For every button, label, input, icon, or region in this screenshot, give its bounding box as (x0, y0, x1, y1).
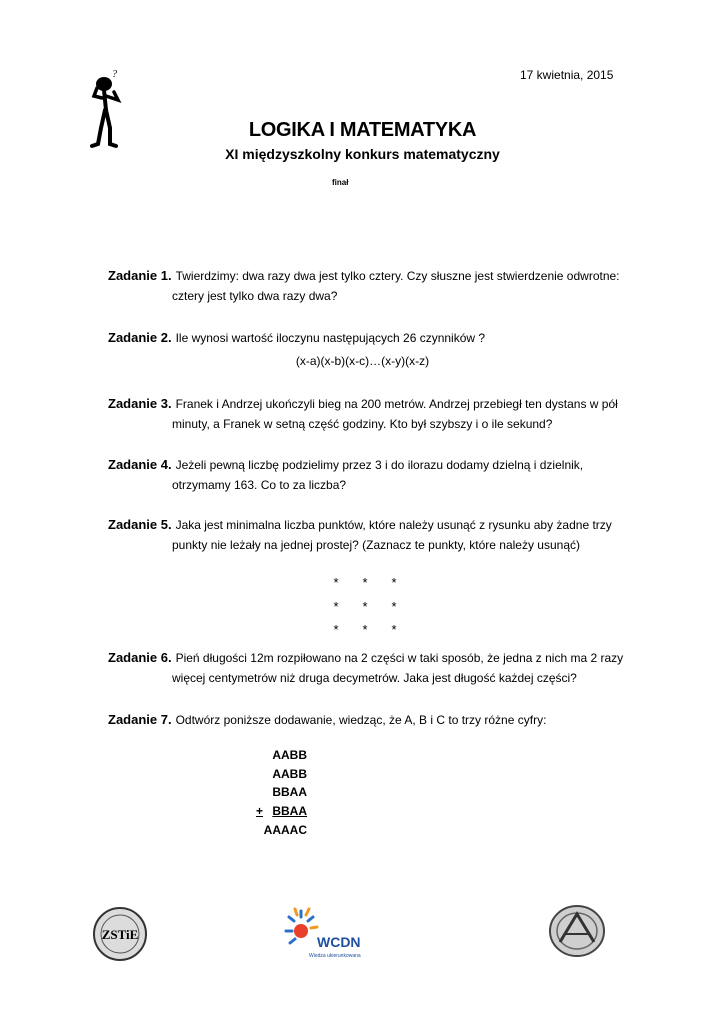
task-text-line1: Jeżeli pewną liczbę podzielimy przez 3 i do ilorazu dodamy dzielną i dzielnik, (175, 458, 584, 472)
wcdn-tagline: Wiedza ukierunkowana (309, 953, 361, 959)
task-label: Zadanie 2. (108, 330, 172, 345)
task-label: Zadanie 1. (108, 268, 172, 283)
wcdn-logo-text: WCDN (317, 934, 361, 950)
task-label: Zadanie 6. (108, 650, 172, 665)
wcdn-logo (283, 905, 365, 961)
task-text-line1: Pień długości 12m rozpiłowano na 2 części w taki sposób, że jedna z nich ma 2 razy (175, 651, 624, 665)
star-point[interactable]: * (362, 599, 368, 614)
date-text: 17 kwietnia, 2015 (520, 68, 614, 82)
star-point[interactable]: * (362, 622, 368, 637)
zstie-logo (92, 906, 148, 962)
star-grid-row-1 (330, 575, 400, 590)
task-label: Zadanie 5. (108, 517, 172, 532)
task-text-line2: minuty, a Franek w setną część godziny. Kto był szybszy i o ile sekund? (172, 417, 553, 431)
task-4 (108, 455, 648, 495)
school-emblem-logo (548, 904, 606, 958)
task-label: Zadanie 7. (108, 712, 172, 727)
star-point[interactable]: * (333, 599, 339, 614)
addition-row-1: AABB (272, 748, 307, 762)
addition-row-4: BBAA (272, 804, 307, 818)
product-formula: (x-a)(x-b)(x-c)…(x-y)(x-z) (295, 354, 430, 368)
addition-result: AAAAC (263, 823, 307, 837)
star-point[interactable]: * (391, 599, 397, 614)
task-5 (108, 515, 648, 555)
star-grid-row-2 (330, 599, 400, 614)
task-label: Zadanie 3. (108, 396, 172, 411)
task-label: Zadanie 4. (108, 457, 172, 472)
zstie-logo-letters: ZSTiE (101, 927, 139, 942)
plus-sign: + (256, 804, 264, 818)
page-title: LOGIKA I MATEMATYKA (248, 119, 477, 141)
star-point[interactable]: * (333, 622, 339, 637)
addition-row-2: AABB (272, 767, 307, 781)
star-point[interactable]: * (391, 622, 397, 637)
star-point[interactable]: * (391, 575, 397, 590)
task-1 (108, 266, 648, 306)
task-text-line2: punkty nie leżały na jednej prostej? (Zaznacz te punkty, które należy usunąć) (172, 538, 580, 552)
task-text-line1: Franek i Andrzej ukończyli bieg na 200 metrów. Andrzej przebiegł ten dystans w pół (175, 397, 618, 411)
task-text-line1: Twierdzimy: dwa razy dwa jest tylko cztery. Czy słuszne jest stwierdzenie odwrotne: (175, 269, 620, 283)
task-text-line1: Ile wynosi wartość iloczynu następujących 26 czynników ? (175, 331, 486, 345)
task-text-line2: otrzymamy 163. Co to za liczba? (172, 478, 347, 492)
task-text-line1: Odtwórz poniższe dodawanie, wiedząc, że A, B i C to trzy różne cyfry: (175, 713, 547, 727)
task-text-line2: więcej centymetrów niż druga decymetrów. Jaka jest długość każdej części? (172, 671, 577, 685)
stage-label: finał (332, 178, 349, 187)
addition-row-3: BBAA (272, 785, 307, 799)
task-6 (108, 648, 648, 688)
question-mark-glyph: ? (112, 69, 117, 80)
task-2 (108, 328, 648, 348)
page-subtitle: XI międzyszkolny konkurs matematyczny (225, 146, 500, 162)
task-3 (108, 394, 648, 434)
task-text-line2: cztery jest tylko dwa razy dwa? (172, 289, 338, 303)
star-point[interactable]: * (333, 575, 339, 590)
task-text-line1: Jaka jest minimalna liczba punktów, które należy usunąć z rysunku aby żadne trzy (175, 518, 612, 532)
star-grid-row-3 (330, 622, 400, 637)
star-point[interactable]: * (362, 575, 368, 590)
task-7 (108, 710, 648, 730)
